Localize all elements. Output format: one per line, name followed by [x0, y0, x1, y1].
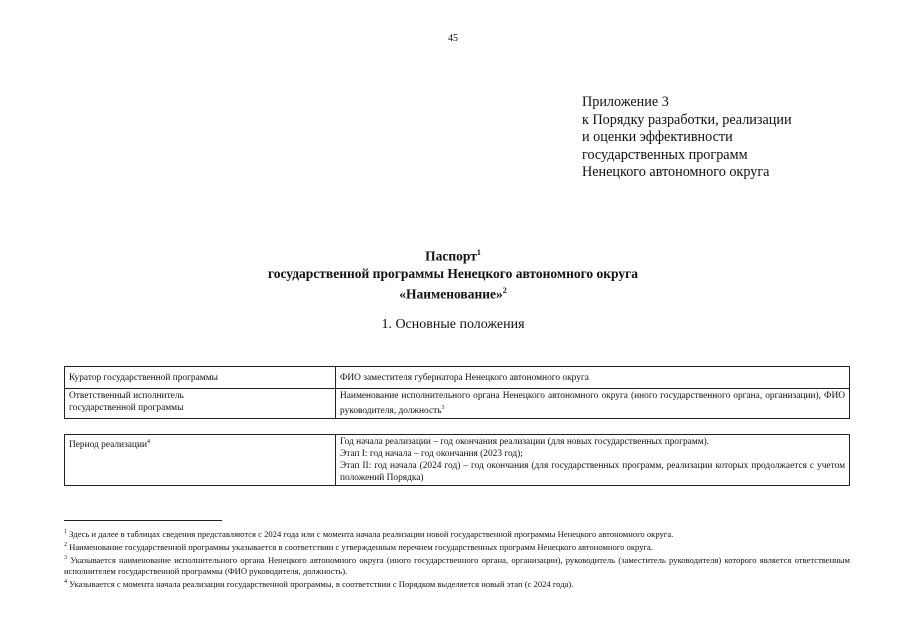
table-cell-value: ФИО заместителя губернатора Ненецкого автономного округа: [336, 367, 850, 389]
appendix-line: Приложение 3: [582, 94, 669, 110]
label-line: Ответственный исполнитель: [69, 391, 184, 401]
appendix-reference: [582, 94, 892, 182]
implementation-period-table: [64, 434, 850, 486]
footnote-text: Указывается с момента начала реализации государственной программы, в соответствии с Порядком выделяется новый этап (с 2024 года).: [67, 578, 574, 589]
footnote-ref: 1: [476, 248, 481, 257]
section-heading: 1. Основные положения: [381, 317, 525, 332]
table-cell-value: [336, 389, 850, 419]
main-provisions-table: [64, 366, 850, 419]
footnote: [64, 577, 850, 590]
appendix-line: и оценки эффективности: [582, 129, 733, 145]
footnote: [64, 540, 850, 553]
footnote-ref: 3: [441, 405, 445, 411]
label-text: Период реализации: [69, 440, 147, 451]
footnote-number: 2: [64, 541, 67, 548]
footnote-number: 1: [64, 529, 67, 535]
value-line: Год начала реализации – год окончания реализации (для новых государственных программ).: [340, 437, 710, 447]
title-passport: Паспорт: [425, 248, 477, 264]
footnote-number: 4: [64, 578, 67, 585]
table-cell-value: [336, 435, 850, 486]
label-line: государственной программы: [69, 403, 184, 413]
title-program-name: «Наименование»: [399, 286, 503, 301]
table-cell-label: [65, 389, 336, 419]
value-line: Этап I: год начала – год окончания (2023 год);: [340, 449, 523, 459]
footnote-ref: 2: [502, 285, 507, 295]
value-text: Наименование исполнительного органа Ненецкого автономного округа (иного государственного органа, организации), ФИО руководителя, должность: [340, 391, 845, 417]
footnote: [64, 553, 850, 577]
footnote-ref: 4: [147, 439, 150, 445]
footnote-text: Наименование государственной программы указывается в соответствии с утвержденным перечнем государственных программ Ненецкого автономного округа.: [67, 541, 654, 552]
footnote-number: 3: [64, 554, 67, 561]
table-row: [65, 389, 850, 419]
table-row: [65, 367, 850, 389]
appendix-line: Ненецкого автономного округа: [582, 164, 770, 180]
table-row: [65, 435, 850, 486]
document-title: [0, 244, 906, 302]
table-cell-label: Куратор государственной программы: [65, 367, 336, 389]
title-line-2: государственной программы Ненецкого автономного округа: [267, 265, 639, 281]
footnote-divider: [64, 520, 222, 521]
title-line-3: [0, 282, 906, 303]
title-line-1: [0, 244, 906, 265]
value-line: Этап II: год начала (2024 год) – год окончания (для государственных программ, реализации которых продолжается с учетом положений Порядка): [340, 461, 845, 483]
appendix-line: к Порядку разработки, реализации: [582, 111, 792, 128]
table-cell-label: [65, 435, 336, 486]
appendix-line: государственных программ: [582, 146, 748, 163]
footnote-text: Здесь и далее в таблицах сведения представляются с 2024 года или с момента начала реализации новой государственной программы Ненецкого автономного округа.: [67, 528, 674, 539]
page-number: 45: [448, 33, 458, 44]
footnote-text: Указывается наименование исполнительного органа Ненецкого автономного округа (иного государственного органа, организации), руководитель (заместитель руководителя) которого является ответственным исполнителем государственной программы (ФИО руководителя, должность).: [64, 554, 850, 576]
footnote: [64, 527, 850, 540]
footnotes: [64, 527, 850, 589]
